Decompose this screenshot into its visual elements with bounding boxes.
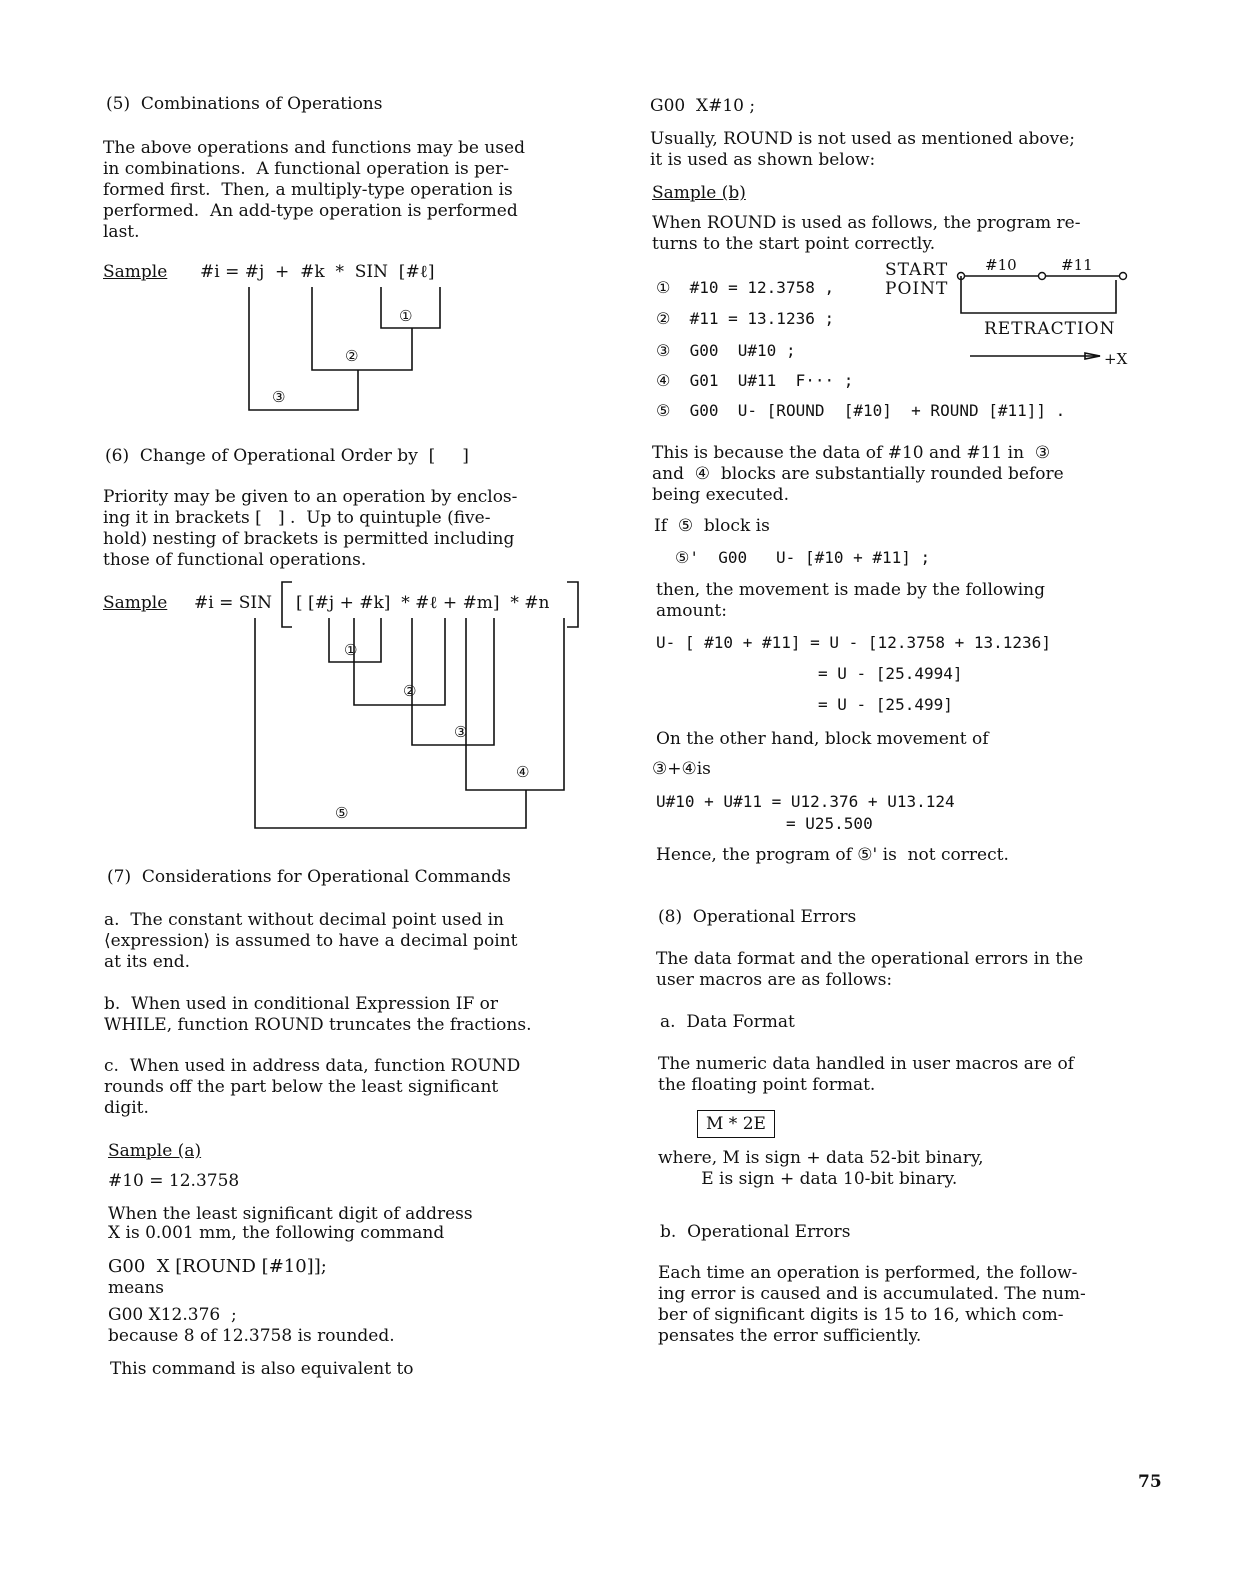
s1-circle-2: ② <box>345 347 359 365</box>
prog-circle-2: ② <box>656 309 671 328</box>
s2-circle-2: ② <box>403 682 417 700</box>
sample-b-intro-1: When ROUND is used as follows, the program re- <box>652 213 1081 233</box>
s8a-para-2: the floating point format. <box>658 1075 876 1095</box>
s2-circle-5: ⑤ <box>335 804 349 822</box>
s2-circle-1: ① <box>344 641 358 659</box>
hence-text: Hence, the program of ⑤' is not correct. <box>656 845 1009 865</box>
s8a-para-1: The numeric data handled in user macros are of <box>658 1054 1074 1074</box>
calc-1: U- [ #10 + #11] = U - [12.3758 + 13.1236] <box>656 633 1051 652</box>
diagram-start: START <box>885 260 949 280</box>
s8b-title: b. Operational Errors <box>660 1222 851 1242</box>
prog-line-4: ④ G01 U#11 F··· ; <box>656 371 854 390</box>
s5-para-4: performed. An add-type operation is performed <box>103 201 518 221</box>
sample1-expr: #i = #j + #k * SIN [#ℓ] <box>200 262 435 282</box>
s2-circle-4: ④ <box>516 763 530 781</box>
s8a-title: a. Data Format <box>660 1012 795 1032</box>
g00-round-command: G00 X [ROUND [#10]]; <box>108 1256 327 1277</box>
then-1: then, the movement is made by the following <box>656 580 1045 600</box>
s7c-3: digit. <box>104 1098 149 1118</box>
sample-b-label: Sample (b) <box>652 183 746 203</box>
this-is-1: This is because the data of #10 and #11 in ③ <box>652 443 1051 463</box>
s6-title: (6) Change of Operational Order by [ ] <box>105 446 469 466</box>
s1-circle-3: ③ <box>272 388 286 406</box>
sample-a-line-3: X is 0.001 mm, the following command <box>108 1223 445 1243</box>
then-2: amount: <box>656 601 727 621</box>
s8-para-1: The data format and the operational errors in the <box>656 949 1084 969</box>
prog-5-prime: ⑤' G00 U- [#10 + #11] ; <box>675 548 931 567</box>
s8b-para-4: pensates the error sufficiently. <box>658 1326 922 1346</box>
u-line-2: = U25.500 <box>786 814 873 833</box>
other-hand: On the other hand, block movement of <box>656 729 989 749</box>
because-text: because 8 of 12.3758 is rounded. <box>108 1326 395 1346</box>
this-is-3: being executed. <box>652 485 789 505</box>
sample-b-intro-2: turns to the start point correctly. <box>652 234 936 254</box>
s6-para-1: Priority may be given to an operation by enclos- <box>103 487 518 507</box>
sample2-label: Sample <box>103 593 168 613</box>
g00-x-command: G00 X12.376 ; <box>108 1305 237 1325</box>
this-is-2: and ④ blocks are substantially rounded before <box>652 464 1064 484</box>
prog-line-3: ③ G00 U#10 ; <box>656 341 796 360</box>
calc-2: = U - [25.4994] <box>818 664 963 683</box>
three-four-is: ③+④is <box>652 759 711 779</box>
usually-1: Usually, ROUND is not used as mentioned above; <box>650 129 1075 149</box>
s8b-para-1: Each time an operation is performed, the follow- <box>658 1263 1078 1283</box>
diagram-plusx: +X <box>1104 350 1128 368</box>
diagram-n10: #10 <box>985 256 1017 274</box>
sample2-inner: [ [#j + #k] * #ℓ + #m] * #n <box>296 593 550 613</box>
prog-circle-5: ⑤ <box>656 401 671 420</box>
page-number: 75 <box>1138 1472 1162 1492</box>
prog-line-1: ① #10 = 12.3758 , <box>656 278 835 297</box>
retraction-diagram <box>0 0 1 1</box>
s5-para-2: in combinations. A functional operation is per- <box>103 159 509 179</box>
s7b-1: b. When used in conditional Expression IF or <box>104 994 499 1014</box>
diagram-point: POINT <box>885 279 949 299</box>
g00-top: G00 X#10 ; <box>650 96 756 116</box>
s5-title: (5) Combinations of Operations <box>106 94 383 114</box>
s7a-3: at its end. <box>104 952 191 972</box>
s7c-2: rounds off the part below the least significant <box>104 1077 499 1097</box>
sample1-label: Sample <box>103 262 168 282</box>
prog-circle-1: ① <box>656 278 671 297</box>
s8-para-2: user macros are as follows: <box>656 970 893 990</box>
s7c-1: c. When used in address data, function ROUND <box>104 1056 521 1076</box>
if-5-block: If ⑤ block is <box>654 516 770 536</box>
where-2: E is sign + data 10-bit binary. <box>658 1169 958 1189</box>
means-text: means <box>108 1278 164 1298</box>
prog-line-2: ② #11 = 13.1236 ; <box>656 309 835 328</box>
s6-para-3: hold) nesting of brackets is permitted including <box>103 529 515 549</box>
s7-title: (7) Considerations for Operational Commands <box>107 867 511 887</box>
s1-circle-1: ① <box>399 307 413 325</box>
s5-para-5: last. <box>103 222 140 242</box>
s6-para-2: ing it in brackets [ ] . Up to quintuple (five- <box>103 508 491 528</box>
prog-circle-4: ④ <box>656 371 671 390</box>
s2-circle-3: ③ <box>454 723 468 741</box>
s8b-para-3: ber of significant digits is 15 to 16, which com- <box>658 1305 1064 1325</box>
sample-a-line-2: When the least significant digit of address <box>108 1204 473 1224</box>
calc-3: = U - [25.499] <box>818 695 953 714</box>
sample-a-label: Sample (a) <box>108 1141 202 1161</box>
sample-a-line-1: #10 = 12.3758 <box>108 1171 240 1191</box>
s8b-para-2: ing error is caused and is accumulated. The num- <box>658 1284 1086 1304</box>
prog-circle-3: ③ <box>656 341 671 360</box>
format-box: M * 2E <box>697 1110 775 1138</box>
s5-para-3: formed first. Then, a multiply-type operation is <box>103 180 513 200</box>
s7b-2: WHILE, function ROUND truncates the fractions. <box>104 1015 532 1035</box>
s7a-1: a. The constant without decimal point used in <box>104 910 505 930</box>
u-line-1: U#10 + U#11 = U12.376 + U13.124 <box>656 792 955 811</box>
where-1: where, M is sign + data 52-bit binary, <box>658 1148 984 1168</box>
usually-2: it is used as shown below: <box>650 150 876 170</box>
s6-para-4: those of functional operations. <box>103 550 367 570</box>
s8-title: (8) Operational Errors <box>658 907 857 927</box>
s5-para-1: The above operations and functions may be used <box>103 138 525 158</box>
diagram-retraction: RETRACTION <box>984 319 1116 339</box>
s7a-2: ⟨expression⟩ is assumed to have a decimal point <box>104 931 518 951</box>
diagram-n11: #11 <box>1061 256 1093 274</box>
sample2-expr: #i = SIN <box>194 593 272 613</box>
prog-line-5: ⑤ G00 U- [ROUND [#10] + ROUND [#11]] . <box>656 401 1066 420</box>
equivalent-text: This command is also equivalent to <box>110 1359 414 1379</box>
